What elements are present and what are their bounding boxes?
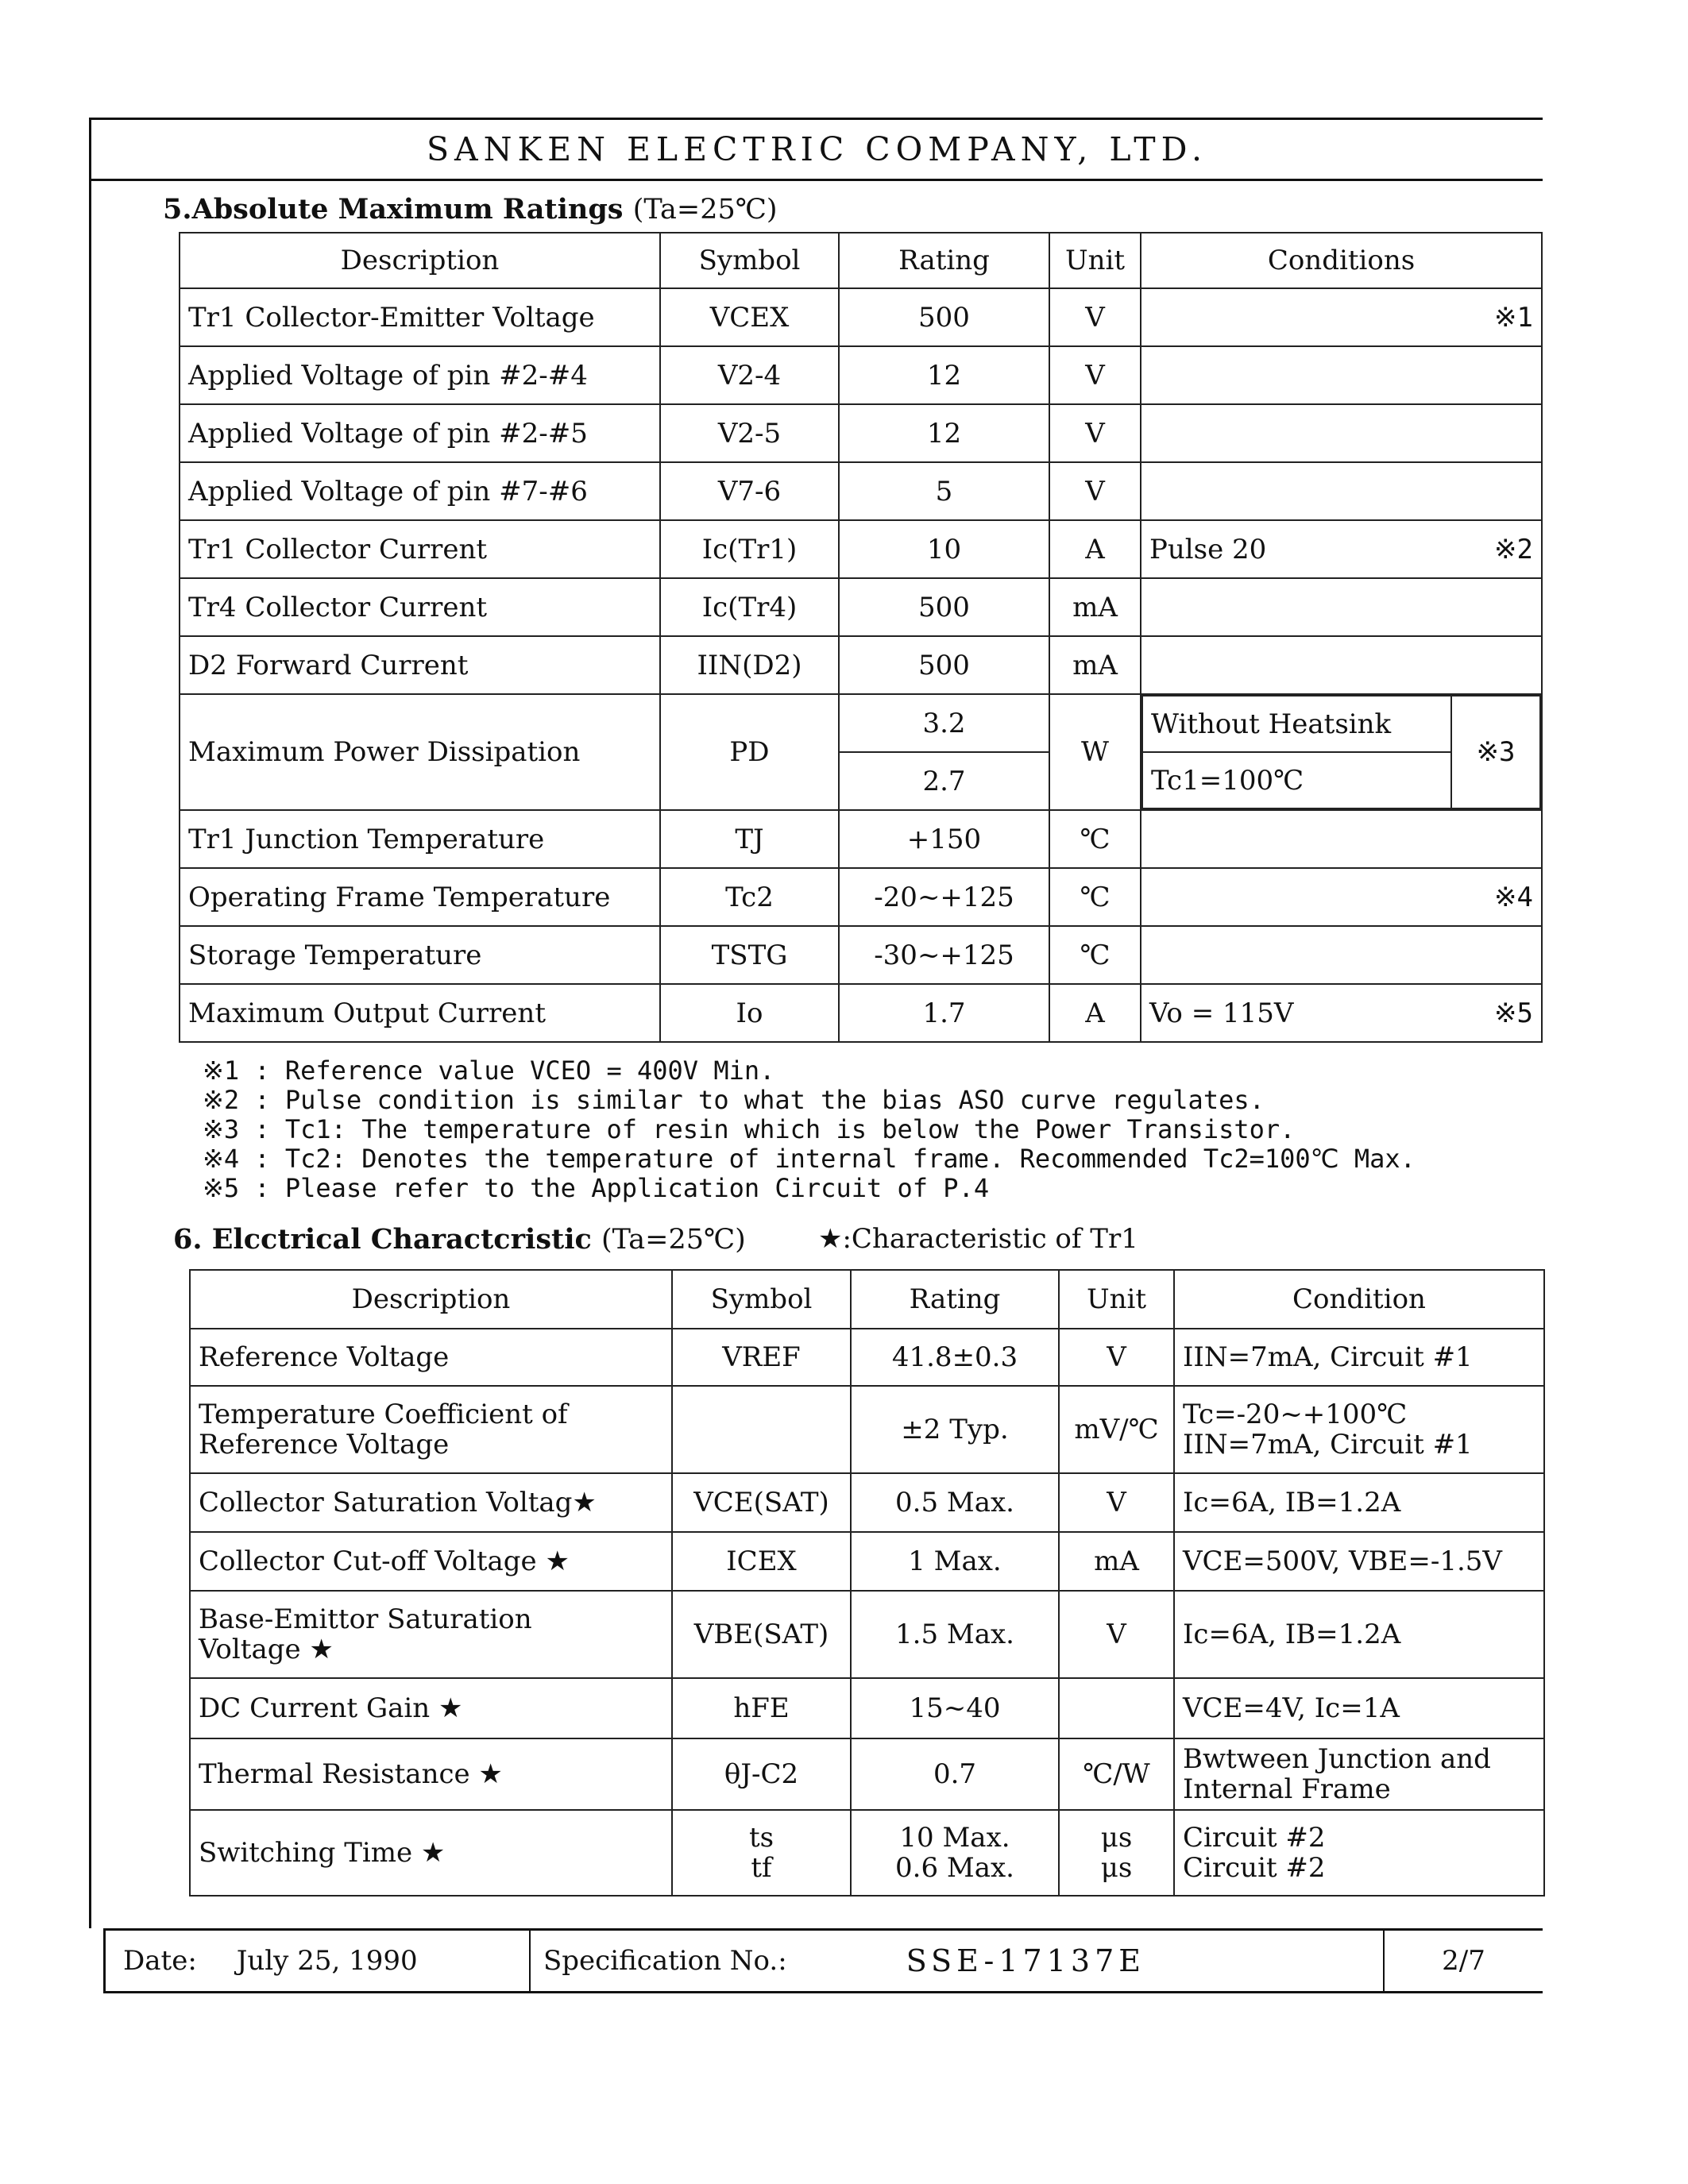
row-rating — [851, 1473, 1059, 1532]
characteristic-legend: ★:Characteristic of Tr1 — [818, 1223, 1138, 1255]
row-condition — [1174, 1473, 1544, 1532]
row-condition-line: IIN=7mA, Circuit #1 — [1183, 1429, 1473, 1461]
row-conditions — [1141, 404, 1542, 462]
col-description: Description — [190, 1270, 672, 1329]
row-description: Tr1 Collector-Emitter Voltage — [180, 288, 660, 346]
row-unit-line: V — [1107, 1341, 1126, 1373]
col-unit: Unit — [1049, 233, 1141, 288]
table-row — [190, 1738, 1544, 1810]
row-unit: mA — [1049, 636, 1141, 694]
row-conditions — [1141, 636, 1542, 694]
row-unit-line: mV/℃ — [1074, 1414, 1159, 1445]
row-rating: -20~+125 — [839, 868, 1049, 926]
row-symbol-line: ts — [748, 1822, 774, 1854]
row-symbol — [672, 1810, 851, 1896]
row-symbol: Ic(Tr4) — [660, 578, 839, 636]
row-symbol: VCEX — [660, 288, 839, 346]
row-unit: V — [1049, 462, 1141, 520]
table-row — [190, 1329, 1544, 1386]
document-footer — [103, 1928, 1543, 1993]
row-symbol — [672, 1329, 851, 1386]
table-header-row — [190, 1270, 1544, 1329]
condition-note: ※1 — [1494, 301, 1533, 334]
row-symbol-line: θJ-C2 — [724, 1758, 799, 1790]
table-row — [190, 1532, 1544, 1591]
col-symbol: Symbol — [672, 1270, 851, 1329]
row-condition — [1174, 1532, 1544, 1591]
power-description: Maximum Power Dissipation — [180, 694, 660, 810]
condition-note: ※4 — [1494, 881, 1533, 913]
row-description: Maximum Output Current — [180, 984, 660, 1042]
row-rating: 12 — [839, 404, 1049, 462]
row-rating-line: ±2 Typ. — [901, 1414, 1009, 1445]
row-description-line: Base-Emittor Saturation — [199, 1603, 532, 1635]
row-condition-line: Circuit #2 — [1183, 1852, 1326, 1884]
row-unit: ℃ — [1049, 926, 1141, 984]
row-rating: +150 — [839, 810, 1049, 868]
table-row — [180, 984, 1542, 1042]
row-condition-line: Tc=-20~+100℃ — [1183, 1399, 1408, 1430]
row-conditions — [1141, 288, 1542, 346]
row-symbol — [672, 1738, 851, 1810]
row-symbol — [672, 1532, 851, 1591]
col-rating: Rating — [851, 1270, 1059, 1329]
row-symbol: Io — [660, 984, 839, 1042]
row-rating — [851, 1678, 1059, 1738]
table-row — [190, 1678, 1544, 1738]
row-unit: A — [1049, 520, 1141, 578]
row-condition-line: VCE=4V, Ic=1A — [1183, 1692, 1400, 1724]
row-rating: 500 — [839, 636, 1049, 694]
footnotes — [203, 1056, 1553, 1203]
row-unit: V — [1049, 404, 1141, 462]
row-rating-line: 0.5 Max. — [895, 1487, 1014, 1518]
row-rating — [851, 1810, 1059, 1896]
row-unit — [1059, 1810, 1174, 1896]
row-description: Operating Frame Temperature — [180, 868, 660, 926]
row-symbol-line: VBE(SAT) — [693, 1619, 829, 1650]
row-description — [190, 1810, 672, 1896]
table-row — [180, 462, 1542, 520]
row-description: Applied Voltage of pin #2-#4 — [180, 346, 660, 404]
row-symbol-line: hFE — [733, 1692, 790, 1724]
footnote-line: ※2 : Pulse condition is similar to what the bias ASO curve regulates. — [203, 1085, 1265, 1115]
row-unit-line: mA — [1094, 1545, 1139, 1577]
power-unit: W — [1049, 694, 1141, 810]
row-description — [190, 1473, 672, 1532]
row-description-line: Temperature Coefficient of — [199, 1399, 568, 1430]
row-description — [190, 1591, 672, 1678]
row-condition-line: Bwtween Junction and — [1183, 1743, 1491, 1775]
row-conditions — [1141, 520, 1542, 578]
table-header-row — [180, 233, 1542, 288]
row-unit-line: μs — [1100, 1822, 1133, 1854]
electrical-characteristic-table — [189, 1269, 1545, 1897]
row-symbol: TJ — [660, 810, 839, 868]
power-conditions — [1141, 694, 1542, 810]
footnote-line: ※1 : Reference value VCEO = 400V Min. — [203, 1055, 775, 1086]
row-description: Applied Voltage of pin #7-#6 — [180, 462, 660, 520]
row-description: Tr4 Collector Current — [180, 578, 660, 636]
row-description — [190, 1386, 672, 1473]
table-row — [180, 346, 1542, 404]
condition-text: Pulse 20 — [1149, 533, 1267, 565]
power-cond-1: Without Heatsink — [1142, 696, 1451, 752]
row-symbol: TSTG — [660, 926, 839, 984]
document-header — [89, 118, 1543, 181]
row-rating-line: 1 Max. — [908, 1545, 1002, 1577]
table-row — [180, 578, 1542, 636]
condition-note: ※5 — [1494, 997, 1533, 1029]
row-symbol-line: tf — [751, 1852, 772, 1884]
row-description-line: Reference Voltage — [199, 1429, 450, 1461]
row-rating: 5 — [839, 462, 1049, 520]
row-unit — [1059, 1738, 1174, 1810]
row-rating-line: 0.6 Max. — [895, 1852, 1014, 1884]
absolute-max-ratings-table — [179, 232, 1543, 1043]
row-rating: 500 — [839, 578, 1049, 636]
table-row — [180, 868, 1542, 926]
row-conditions — [1141, 462, 1542, 520]
row-rating: 10 — [839, 520, 1049, 578]
col-rating: Rating — [839, 233, 1049, 288]
col-condition: Condition — [1174, 1270, 1544, 1329]
page-number: 2/7 — [1442, 1945, 1485, 1977]
power-rating-1: 3.2 — [839, 694, 1049, 752]
table-row-power-1 — [180, 694, 1542, 752]
spec-number: SSE-17137E — [906, 1943, 1145, 1978]
row-description — [190, 1678, 672, 1738]
row-unit-line: ℃/W — [1083, 1758, 1150, 1790]
row-conditions — [1141, 984, 1542, 1042]
row-symbol: Tc2 — [660, 868, 839, 926]
row-rating-line: 41.8±0.3 — [891, 1341, 1018, 1373]
row-rating — [851, 1738, 1059, 1810]
row-rating-line: 0.7 — [933, 1758, 977, 1790]
section6-condition: (Ta=25℃) — [601, 1224, 746, 1256]
col-conditions: Conditions — [1141, 233, 1542, 288]
row-unit: ℃ — [1049, 810, 1141, 868]
row-condition — [1174, 1738, 1544, 1810]
row-rating-line: 1.5 Max. — [895, 1619, 1014, 1650]
section5-title: 5.Absolute Maximum Ratings (Ta=25℃) — [163, 193, 778, 226]
row-symbol: V7-6 — [660, 462, 839, 520]
row-unit — [1059, 1591, 1174, 1678]
table-row — [180, 810, 1542, 868]
row-rating: 12 — [839, 346, 1049, 404]
table-row — [180, 636, 1542, 694]
row-rating-line: 10 Max. — [899, 1822, 1010, 1854]
footer-spec: Specification No.: SSE-17137E — [531, 1931, 1385, 1991]
row-description — [190, 1532, 672, 1591]
row-unit: V — [1049, 288, 1141, 346]
row-unit-line: μs — [1100, 1852, 1133, 1884]
table-row — [180, 288, 1542, 346]
row-description: Applied Voltage of pin #2-#5 — [180, 404, 660, 462]
row-description-line: Reference Voltage — [199, 1341, 450, 1373]
row-description-line: Voltage ★ — [199, 1634, 334, 1665]
power-symbol: PD — [660, 694, 839, 810]
table-row — [190, 1591, 1544, 1678]
row-conditions — [1141, 868, 1542, 926]
row-description-line: Switching Time ★ — [199, 1837, 446, 1869]
condition-note: ※2 — [1494, 533, 1533, 565]
frame-left-border — [89, 181, 91, 1928]
row-condition-line: Ic=6A, IB=1.2A — [1183, 1619, 1401, 1650]
footnote-line: ※3 : Tc1: The temperature of resin which is below the Power Transistor. — [203, 1114, 1296, 1144]
row-condition — [1174, 1810, 1544, 1896]
row-conditions — [1141, 810, 1542, 868]
row-unit: ℃ — [1049, 868, 1141, 926]
row-symbol-line: ICEX — [726, 1545, 797, 1577]
date-value: July 25, 1990 — [236, 1945, 418, 1977]
row-condition — [1174, 1678, 1544, 1738]
col-unit: Unit — [1059, 1270, 1174, 1329]
row-rating: 500 — [839, 288, 1049, 346]
col-description: Description — [180, 233, 660, 288]
row-rating: 1.7 — [839, 984, 1049, 1042]
row-description — [190, 1329, 672, 1386]
row-unit-line: V — [1107, 1619, 1126, 1650]
row-rating — [851, 1329, 1059, 1386]
row-symbol — [672, 1591, 851, 1678]
row-symbol-line: VCE(SAT) — [693, 1487, 829, 1518]
row-condition-line: Internal Frame — [1183, 1773, 1391, 1805]
row-description-line: Collector Saturation Voltag★ — [199, 1487, 597, 1518]
row-condition — [1174, 1591, 1544, 1678]
row-symbol — [672, 1473, 851, 1532]
table-row — [180, 404, 1542, 462]
table-row — [190, 1810, 1544, 1896]
col-symbol: Symbol — [660, 233, 839, 288]
row-description: Tr1 Junction Temperature — [180, 810, 660, 868]
footnote-line: ※5 : Please refer to the Application Circuit of P.4 — [203, 1173, 990, 1203]
row-symbol-line: VREF — [722, 1341, 801, 1373]
row-condition — [1174, 1329, 1544, 1386]
row-symbol: Ic(Tr1) — [660, 520, 839, 578]
row-symbol — [672, 1678, 851, 1738]
table-row — [180, 520, 1542, 578]
row-conditions — [1141, 926, 1542, 984]
row-unit: A — [1049, 984, 1141, 1042]
row-conditions — [1141, 578, 1542, 636]
row-unit-line: V — [1107, 1487, 1126, 1518]
row-description — [190, 1738, 672, 1810]
row-unit: mA — [1049, 578, 1141, 636]
row-condition-line: Ic=6A, IB=1.2A — [1183, 1487, 1401, 1518]
row-unit — [1059, 1678, 1174, 1738]
row-condition — [1174, 1386, 1544, 1473]
row-condition-line: IIN=7mA, Circuit #1 — [1183, 1341, 1473, 1373]
row-condition-line: Circuit #2 — [1183, 1822, 1326, 1854]
section5-condition: (Ta=25℃) — [632, 194, 778, 226]
power-cond-2: Tc1=100℃ — [1142, 752, 1451, 808]
row-unit — [1059, 1386, 1174, 1473]
row-rating — [851, 1532, 1059, 1591]
row-condition-line: VCE=500V, VBE=-1.5V — [1183, 1545, 1502, 1577]
row-unit — [1059, 1473, 1174, 1532]
row-rating — [851, 1386, 1059, 1473]
row-description-line: DC Current Gain ★ — [199, 1692, 463, 1724]
row-rating-line: 15~40 — [909, 1692, 1001, 1724]
row-symbol — [672, 1386, 851, 1473]
row-rating — [851, 1591, 1059, 1678]
company-name: SANKEN ELECTRIC COMPANY, LTD. — [426, 130, 1208, 168]
row-symbol: V2-5 — [660, 404, 839, 462]
table-row — [190, 1386, 1544, 1473]
row-unit — [1059, 1532, 1174, 1591]
table-row — [180, 926, 1542, 984]
power-note: ※3 — [1451, 696, 1540, 808]
condition-text: Vo = 115V — [1149, 997, 1294, 1029]
section6-title: 6. Elcctrical Charactcristic (Ta=25℃) — [173, 1223, 746, 1256]
row-description: Tr1 Collector Current — [180, 520, 660, 578]
row-symbol: IIN(D2) — [660, 636, 839, 694]
table-row — [190, 1473, 1544, 1532]
row-unit: V — [1049, 346, 1141, 404]
row-description-line: Collector Cut-off Voltage ★ — [199, 1545, 570, 1577]
row-rating: -30~+125 — [839, 926, 1049, 984]
row-conditions — [1141, 346, 1542, 404]
row-unit — [1059, 1329, 1174, 1386]
footnote-line: ※4 : Tc2: Denotes the temperature of internal frame. Recommended Tc2=100℃ Max. — [203, 1144, 1416, 1174]
row-description-line: Thermal Resistance ★ — [199, 1758, 503, 1790]
row-description: Storage Temperature — [180, 926, 660, 984]
footer-date: Date: July 25, 1990 — [106, 1931, 531, 1991]
row-description: D2 Forward Current — [180, 636, 660, 694]
row-symbol: V2-4 — [660, 346, 839, 404]
power-rating-2: 2.7 — [839, 752, 1049, 810]
